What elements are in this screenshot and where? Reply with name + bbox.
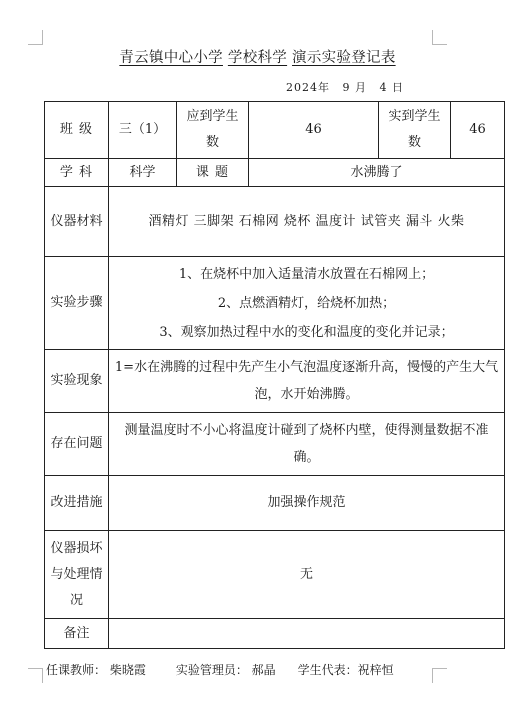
page-corner-mark bbox=[432, 668, 447, 683]
subject-value: 科学 bbox=[109, 159, 177, 187]
table-row bbox=[45, 350, 505, 413]
actual-students-label: 实到学生数 bbox=[379, 102, 451, 159]
topic-label: 课 题 bbox=[177, 159, 249, 187]
date-month: 9 月 bbox=[342, 81, 367, 94]
teacher-signature: 任课教师： 柴晓霞 bbox=[46, 663, 146, 677]
page-title bbox=[0, 46, 515, 67]
table-row bbox=[45, 531, 505, 619]
class-label: 班 级 bbox=[45, 102, 109, 159]
steps-list bbox=[109, 257, 505, 350]
remarks-label: 备注 bbox=[45, 619, 109, 649]
expected-students-value: 46 bbox=[249, 102, 379, 159]
experiment-record-table bbox=[44, 101, 505, 649]
signature-footer bbox=[46, 661, 394, 678]
student-signature: 学生代表：祝梓恒 bbox=[297, 663, 394, 677]
table-row bbox=[45, 476, 505, 531]
equipment-value: 无 bbox=[109, 531, 505, 619]
manager-signature: 实验管理员： 郝晶 bbox=[175, 663, 276, 677]
expected-students-label: 应到学生数 bbox=[177, 102, 249, 159]
date-line bbox=[286, 79, 412, 95]
title-subject: 学校科学 bbox=[227, 50, 288, 66]
step-item: 1、在烧杯中加入适量清水放置在石棉网上； bbox=[178, 266, 435, 282]
class-value: 三（1） bbox=[109, 102, 177, 159]
table-row bbox=[45, 187, 505, 257]
page-corner-mark bbox=[28, 668, 43, 683]
materials-value: 酒精灯 三脚架 石棉网 烧杯 温度计 试管夹 漏斗 火柴 bbox=[109, 187, 505, 257]
table-row bbox=[45, 413, 505, 476]
phenomenon-value: 1=水在沸腾的过程中先产生小气泡温度逐渐升高，慢慢的产生大气泡，水开始沸腾。 bbox=[109, 350, 505, 413]
page-corner-mark bbox=[28, 30, 43, 45]
table-row bbox=[45, 159, 505, 187]
step-item: 3、观察加热过程中水的变化和温度的变化并记录； bbox=[159, 324, 454, 340]
step-item: 2、点燃酒精灯，给烧杯加热； bbox=[217, 295, 396, 311]
page-corner-mark bbox=[432, 30, 447, 45]
improvement-value: 加强操作规范 bbox=[109, 476, 505, 531]
problems-value: 测量温度时不小心将温度计碰到了烧杯内壁，使得测量数据不准确。 bbox=[109, 413, 505, 476]
actual-students-value: 46 bbox=[451, 102, 505, 159]
steps-label: 实验步骤 bbox=[45, 257, 109, 350]
table-row bbox=[45, 619, 505, 649]
date-day: 4 日 bbox=[379, 81, 404, 94]
equipment-label: 仪器损坏与处理情况 bbox=[45, 531, 109, 619]
title-school: 青云镇中心小学 bbox=[119, 50, 223, 66]
subject-label: 学 科 bbox=[45, 159, 109, 187]
materials-label: 仪器材料 bbox=[45, 187, 109, 257]
problems-label: 存在问题 bbox=[45, 413, 109, 476]
table-row bbox=[45, 257, 505, 350]
remarks-value bbox=[109, 619, 505, 649]
title-name: 演示实验登记表 bbox=[292, 50, 396, 66]
topic-value: 水沸腾了 bbox=[249, 159, 505, 187]
date-year: 2024年 bbox=[286, 81, 330, 94]
improvement-label: 改进措施 bbox=[45, 476, 109, 531]
table-row bbox=[45, 102, 505, 159]
phenomenon-label: 实验现象 bbox=[45, 350, 109, 413]
